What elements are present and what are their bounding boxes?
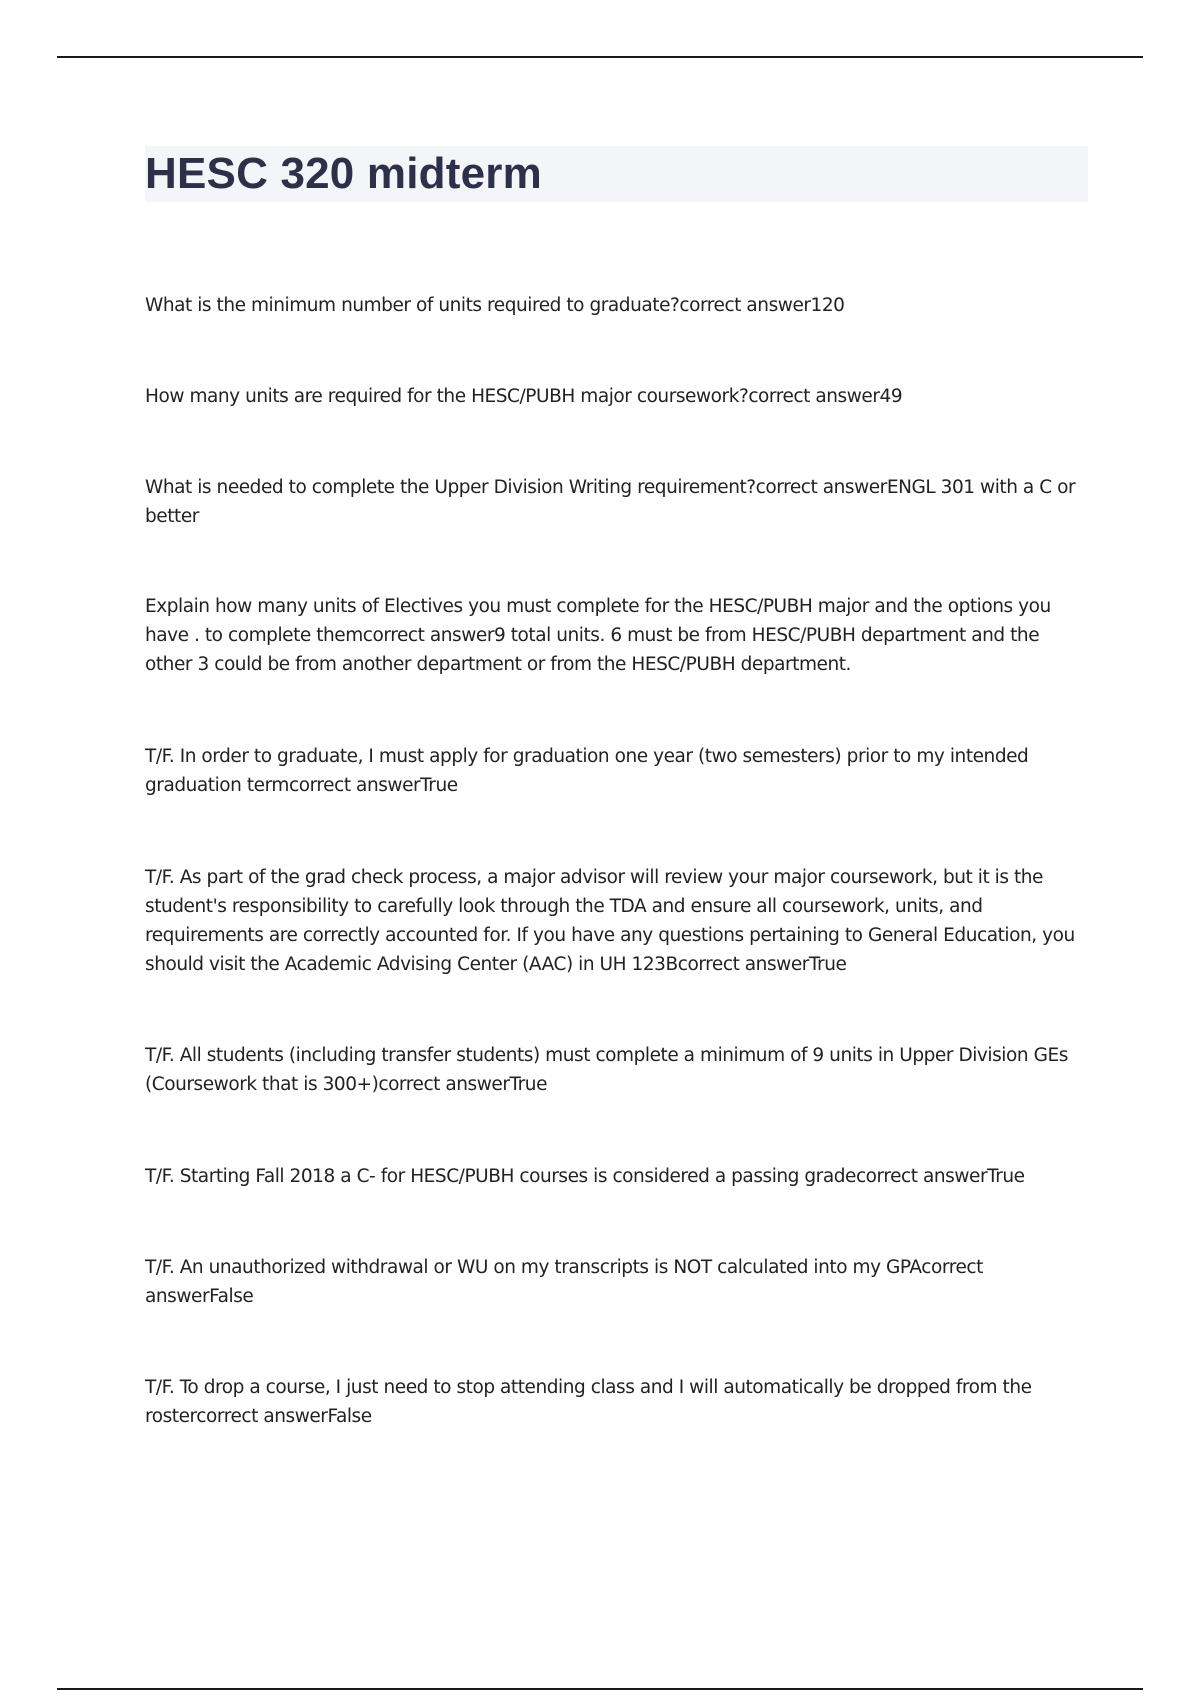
question-8: T/F. Starting Fall 2018 a C- for HESC/PUBH courses is considered a passing gradecorrect answerTrue	[145, 1166, 1025, 1187]
top-divider	[57, 56, 1143, 58]
question-1: What is the minimum number of units required to graduate?correct answer120	[145, 295, 845, 316]
question-4: Explain how many units of Electives you must complete for the HESC/PUBH major and the options you have . to complete themcorrect answer9 total units. 6 must be from HESC/PUBH department and the other 3 could be from another department or from the HESC/PUBH department.	[145, 596, 1051, 675]
bottom-divider	[57, 1688, 1143, 1690]
question-9: T/F. An unauthorized withdrawal or WU on my transcripts is NOT calculated into my GPAcorrect answerFalse	[145, 1257, 983, 1307]
question-5: T/F. In order to graduate, I must apply for graduation one year (two semesters) prior to my intended graduation termcorrect answerTrue	[145, 746, 1029, 796]
question-10: T/F. To drop a course, I just need to stop attending class and I will automatically be dropped from the rostercorrect answerFalse	[145, 1377, 1032, 1427]
question-7: T/F. All students (including transfer students) must complete a minimum of 9 units in Upper Division GEs (Coursework that is 300+)correct answerTrue	[145, 1045, 1068, 1095]
question-6: T/F. As part of the grad check process, a major advisor will review your major coursework, but it is the student's responsibility to carefully look through the TDA and ensure all coursework, units, and requirements are correctly accounted for. If you have any questions pertaining to General Education, you should visit the Academic Advising Center (AAC) in UH 123Bcorrect answerTrue	[145, 867, 1075, 975]
page-title: HESC 320 midterm	[145, 149, 542, 198]
question-2: How many units are required for the HESC/PUBH major coursework?correct answer49	[145, 386, 903, 407]
question-3: What is needed to complete the Upper Division Writing requirement?correct answerENGL 301 with a C or better	[145, 477, 1076, 527]
